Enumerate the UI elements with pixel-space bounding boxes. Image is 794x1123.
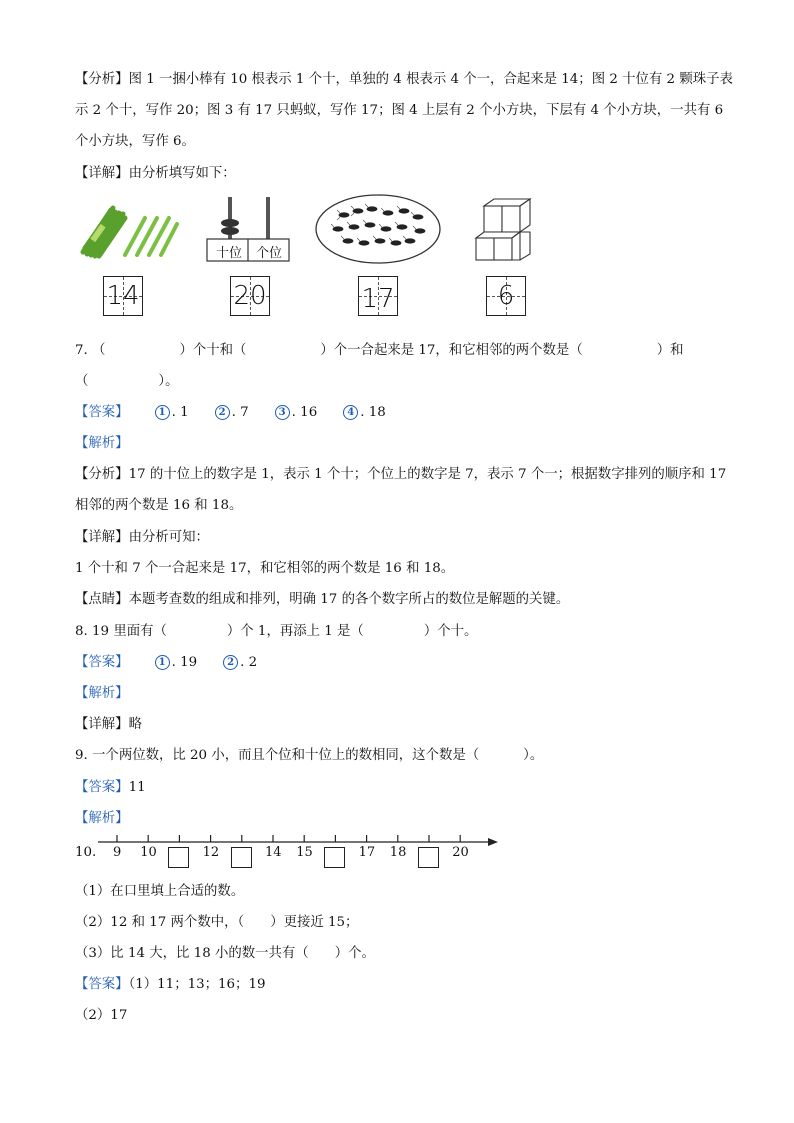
number-line-blank-box (231, 847, 252, 868)
q7-answer: 【答案】 1 . 1 2 . 7 3 . 16 4 . 18 (75, 405, 386, 420)
figure-answer-box: 17 (358, 276, 398, 316)
q8-answer: 【答案】 1 . 19 2 . 2 (75, 655, 258, 670)
q7-question-line2: （ ）。 (75, 374, 179, 389)
q6-analysis-line3: 个小方块，写作 6。 (75, 134, 195, 149)
q7-conclusion: 1 个十和 7 个一合起来是 17，和它相邻的两个数是 16 和 18。 (75, 561, 455, 576)
q10-number: 10. (75, 845, 97, 860)
q10-sub3: （3）比 14 大，比 18 小的数一共有（ ）个。 (75, 946, 375, 961)
abacus-bead (221, 227, 239, 235)
q7-detail: 【详解】由分析可知： (75, 530, 209, 545)
number-line-label: 9 (113, 845, 122, 860)
number-line-blank-box (324, 847, 345, 868)
q6-detail: 【详解】由分析填写如下： (75, 166, 236, 181)
q10-sub1: （1）在口里填上合适的数。 (75, 884, 245, 899)
number-line-label: 14 (265, 845, 282, 860)
q7-analysis-line1: 【分析】17 的十位上的数字是 1，表示 1 个十；个位上的数字是 7，表示 7 个一；根据数字排列的顺序和 17 (75, 467, 727, 482)
figure-answer-box: 20 (230, 276, 270, 316)
abacus-label-ones: 个位 (255, 246, 282, 261)
stick-bundle (83, 208, 125, 256)
number-line-label: 17 (358, 845, 376, 860)
number-line-label: 12 (202, 845, 220, 860)
q10-answer2: （2）17 (75, 1008, 128, 1023)
figure-answer-box: 6 (486, 276, 526, 316)
abacus-label-tens: 十位 (215, 246, 242, 261)
number-line-label: 20 (452, 845, 469, 860)
q6-analysis-line2: 示 2 个十，写作 20；图 3 有 17 只蚂蚁，写作 17；图 4 上层有 2 个小方块，下层有 4 个小方块，一共有 6 (75, 103, 724, 118)
figure-answer-box: 14 (103, 276, 143, 316)
ants-figure (314, 193, 442, 265)
q7-question-line1: 7. （ ）个十和（ ）个一合起来是 17，和它相邻的两个数是（ ）和 (75, 343, 684, 358)
number-line-blank-box (168, 847, 189, 868)
q8-jiexi: 【解析】 (75, 686, 129, 701)
q9-answer: 【答案】11 (75, 780, 146, 795)
q9-question: 9. 一个两位数，比 20 小，而且个位和十位上的数相同，这个数是（ ）。 (75, 748, 544, 763)
q8-question: 8. 19 里面有（ ）个 1，再添上 1 是（ ）个十。 (75, 624, 478, 639)
number-line-label: 18 (389, 845, 407, 860)
number-line-blank-box (418, 847, 439, 868)
q10-answer1: 【答案】（1）11；13；16；19 (75, 977, 266, 992)
q9-jiexi: 【解析】 (75, 811, 129, 826)
single-sticks (125, 218, 177, 255)
q10-sub2: （2）12 和 17 两个数中，（ ）更接近 15； (75, 915, 359, 930)
number-line-label: 15 (296, 845, 313, 860)
q8-detail: 【详解】略 (75, 717, 142, 732)
q7-jiexi: 【解析】 (75, 436, 129, 451)
number-line-label: 10 (140, 845, 157, 860)
q6-analysis-line1: 【分析】图 1 一捆小棒有 10 根表示 1 个十，单独的 4 根表示 4 个一，合起来是 14；图 2 十位有 2 颗珠子表 (75, 72, 733, 87)
abacus-bead (221, 219, 239, 227)
sticks-bundle-figure (75, 200, 180, 265)
cubes-figure (474, 198, 536, 264)
q7-key-point: 【点睛】本题考查数的组成和排列，明确 17 的各个数字所占的数位是解题的关键。 (75, 592, 570, 607)
q7-analysis-line2: 相邻的两个数是 16 和 18。 (75, 498, 243, 513)
